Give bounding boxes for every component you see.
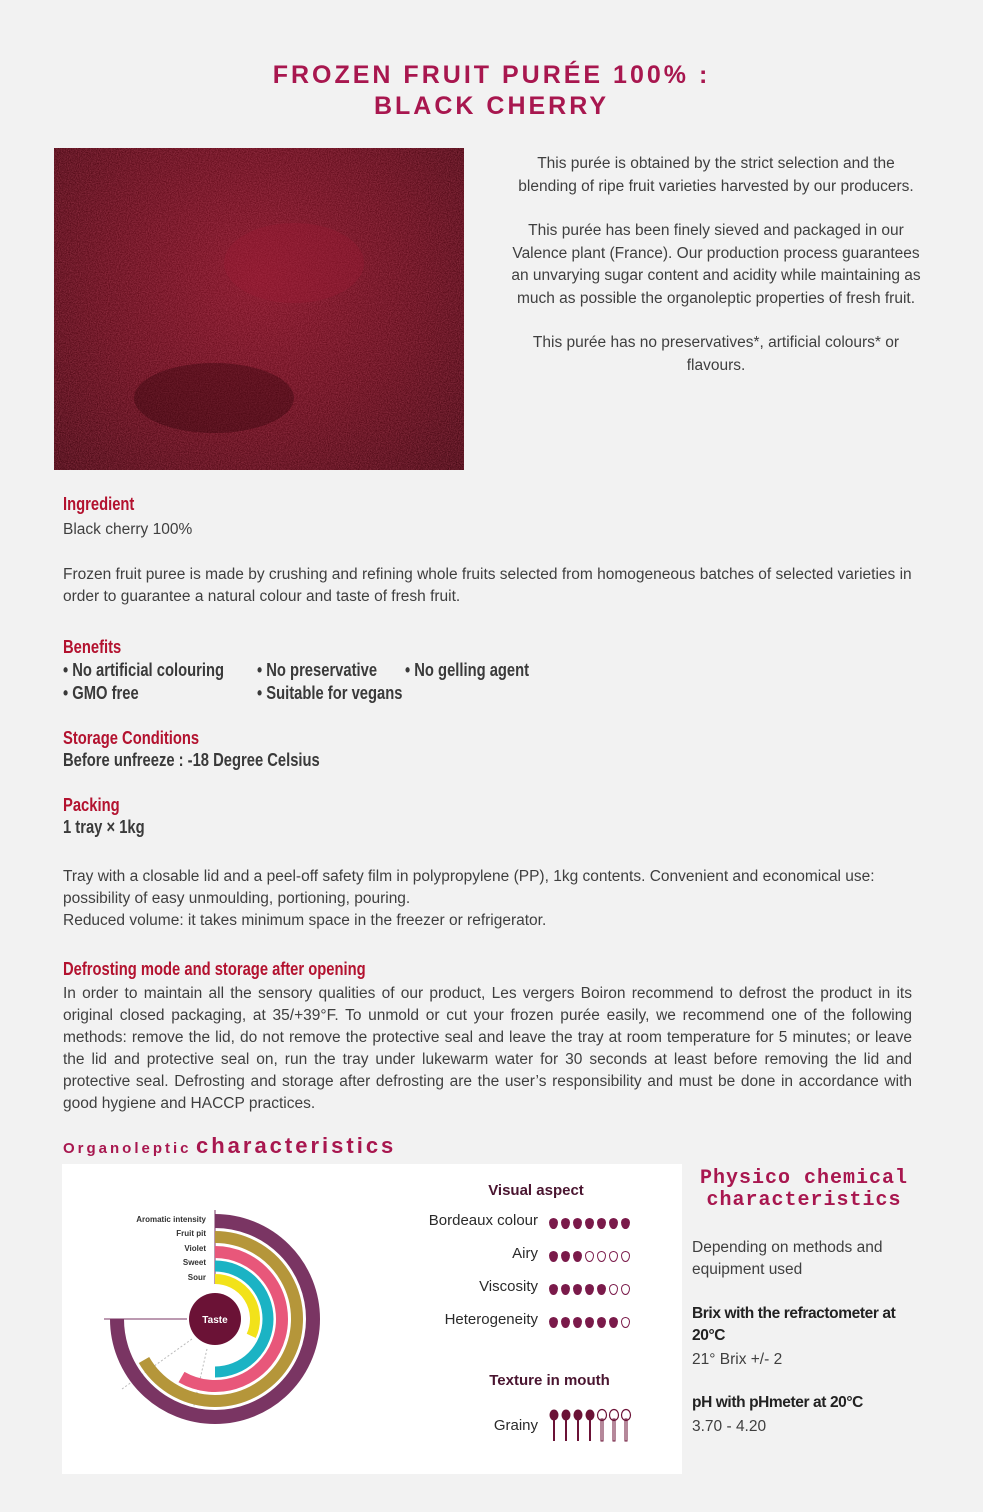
organoleptic-chart xyxy=(62,1164,682,1474)
brix-value: 21° Brix +/- 2 xyxy=(692,1351,783,1368)
rating-drop-filled-icon xyxy=(621,1218,630,1229)
rating-drop-empty-icon xyxy=(597,1251,606,1262)
benefit-item: • GMO free xyxy=(63,683,139,703)
ingredient-value: Black cherry 100% xyxy=(63,521,193,538)
intro-paragraph-3: This purée has no preservatives*, artificial colours* or flavours. xyxy=(532,334,900,374)
rating-drop-filled-icon xyxy=(597,1284,606,1295)
rating-drop-empty-icon xyxy=(621,1317,630,1328)
rating-drop-filled-icon xyxy=(609,1218,618,1229)
visual-aspect-label: Viscosity xyxy=(479,1278,538,1295)
storage-heading: Storage Conditions xyxy=(63,728,200,748)
page-title xyxy=(0,60,983,122)
texture-heading: Texture in mouth xyxy=(489,1372,610,1389)
packing-description-2: Reduced volume: it takes minimum space in the freezer or refrigerator. xyxy=(63,912,547,929)
texture-spoons xyxy=(548,1407,648,1447)
ingredient-heading: Ingredient xyxy=(63,494,135,514)
spoon-filled-icon xyxy=(586,1410,595,1442)
ph-label: pH with pHmeter at 20°C xyxy=(692,1394,863,1411)
rating-drop-filled-icon xyxy=(573,1251,582,1262)
physico-heading: Physico chemical characteristics xyxy=(699,1167,909,1212)
visual-aspect-rating xyxy=(549,1249,633,1267)
rating-drop-filled-icon xyxy=(597,1218,606,1229)
spoon-filled-icon xyxy=(574,1410,583,1442)
spoon-filled-icon xyxy=(550,1410,559,1442)
rating-drop-filled-icon xyxy=(585,1218,594,1229)
rating-drop-filled-icon xyxy=(549,1284,558,1295)
visual-aspect-heading: Visual aspect xyxy=(488,1182,584,1199)
rating-drop-empty-icon xyxy=(609,1251,618,1262)
title-line-2: BLACK CHERRY xyxy=(373,92,610,120)
rating-drop-filled-icon xyxy=(549,1218,558,1229)
texture-label: Grainy xyxy=(493,1417,538,1434)
intro-text xyxy=(506,153,926,399)
product-photo xyxy=(54,148,464,470)
rating-drop-filled-icon xyxy=(561,1251,570,1262)
visual-aspect-rating xyxy=(549,1282,633,1300)
rating-drop-filled-icon xyxy=(585,1317,594,1328)
visual-aspect-label: Airy xyxy=(512,1245,538,1262)
benefit-item: • No preservative xyxy=(257,660,378,680)
rating-drop-empty-icon xyxy=(621,1284,630,1295)
title-line-1: FROZEN FRUIT PURÉE 100% : xyxy=(272,61,711,89)
rating-drop-filled-icon xyxy=(597,1317,606,1328)
intro-paragraph-2: This purée has been finely sieved and packaged in our Valence plant (France). Our production process guarantees an unvarying sugar content and acidity while maintaining as much as possible the organoleptic properties of fresh fruit. xyxy=(511,222,921,307)
organoleptic-heading-big: characteristics xyxy=(195,1133,397,1158)
organoleptic-heading-small: Organoleptic xyxy=(63,1140,192,1157)
benefits-heading: Benefits xyxy=(63,637,122,657)
storage-value: Before unfreeze : -18 Degree Celsius xyxy=(63,750,320,770)
visual-aspect-rating xyxy=(549,1216,633,1234)
visual-aspect-label: Heterogeneity xyxy=(444,1311,538,1328)
packing-heading: Packing xyxy=(63,795,120,815)
physico-note: Depending on methods and equipment used xyxy=(692,1239,883,1278)
puree-texture-image xyxy=(54,148,464,470)
spoon-filled-icon xyxy=(562,1410,571,1442)
spoon-empty-icon xyxy=(622,1410,631,1442)
taste-axis-label: Aromatic intensity xyxy=(136,1215,206,1224)
rating-drop-filled-icon xyxy=(549,1251,558,1262)
visual-aspect-label: Bordeaux colour xyxy=(428,1212,538,1229)
benefit-item: • Suitable for vegans xyxy=(257,683,403,703)
packing-value: 1 tray × 1kg xyxy=(63,817,145,837)
rating-drop-empty-icon xyxy=(585,1251,594,1262)
brix-label: Brix with the refractometer at 20°C xyxy=(692,1305,896,1344)
taste-axis-label: Sweet xyxy=(182,1258,206,1267)
organoleptic-heading xyxy=(63,1133,396,1159)
rating-drop-filled-icon xyxy=(561,1284,570,1295)
ph-value: 3.70 - 4.20 xyxy=(692,1418,767,1435)
rating-drop-filled-icon xyxy=(561,1218,570,1229)
taste-axis-label: Violet xyxy=(184,1244,206,1253)
rating-drop-filled-icon xyxy=(561,1317,570,1328)
spoon-empty-icon xyxy=(598,1410,607,1442)
rating-drop-empty-icon xyxy=(621,1251,630,1262)
benefit-item: • No artificial colouring xyxy=(63,660,225,680)
rating-drop-filled-icon xyxy=(573,1317,582,1328)
defrosting-text: In order to maintain all the sensory qualities of our product, Les vergers Boiron recommend to defrost the product in its original closed packaging, at 35/+39°F. To unmold or cut your frozen purée easily, we recommend one of the following methods: remove the lid, do not remove the protective seal and leave the tray at room temperature for 5 minutes; or leave the lid and protective seal on, run the tray under lukewarm water for 30 seconds at least before removing the lid and protective seal. Defrosting and storage after defrosting are the user’s responsibility and must be done in accordance with good hygiene and HACCP practices. xyxy=(63,985,912,1112)
rating-drop-filled-icon xyxy=(609,1317,618,1328)
benefit-item: • No gelling agent xyxy=(405,660,530,680)
rating-drop-filled-icon xyxy=(585,1284,594,1295)
rating-drop-filled-icon xyxy=(549,1317,558,1328)
taste-axis-label: Fruit pit xyxy=(176,1229,206,1238)
intro-paragraph-1: This purée is obtained by the strict selection and the blending of ripe fruit varieties harvested by our producers. xyxy=(518,155,914,195)
visual-aspect-rating xyxy=(549,1315,633,1333)
taste-center-label: Taste xyxy=(202,1315,228,1326)
packing-description-1: Tray with a closable lid and a peel-off safety film in polypropylene (PP), 1kg contents. Convenient and economical use: possibility of easy unmoulding, portioning, pouring. xyxy=(63,868,875,907)
rating-drop-empty-icon xyxy=(609,1284,618,1295)
spoon-empty-icon xyxy=(610,1410,619,1442)
rating-drop-filled-icon xyxy=(573,1218,582,1229)
defrosting-heading: Defrosting mode and storage after opening xyxy=(63,959,366,979)
ingredient-description: Frozen fruit puree is made by crushing and refining whole fruits selected from homogeneous batches of selected varieties in order to guarantee a natural colour and taste of fresh fruit. xyxy=(63,566,912,605)
taste-axis-label: Sour xyxy=(187,1273,206,1282)
rating-drop-filled-icon xyxy=(573,1284,582,1295)
